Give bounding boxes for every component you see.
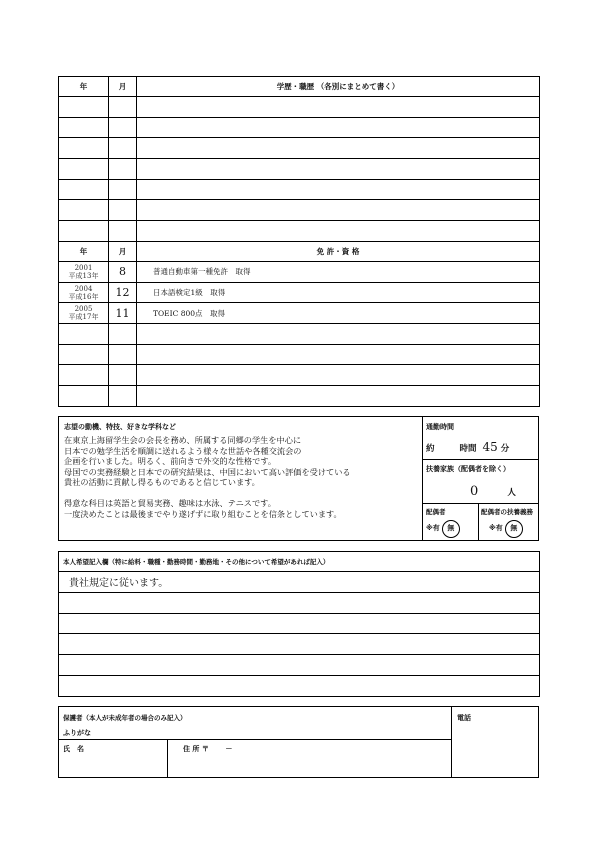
wishes-line: 貴社規定に従います。 [59,572,540,593]
motivation-line: 在東京上海留学生会の会長を務め、所属する同郷の学生を中心に [64,435,302,445]
row-year [59,138,109,159]
table-row [59,613,540,634]
table-row [59,97,540,118]
wishes-line [59,675,540,696]
row-text [137,200,540,221]
row-month: 12 [109,282,137,303]
row-text: TOEIC 800点 取得 [137,303,540,324]
guardian-furigana-label: ふりがな [63,729,91,737]
row-text: 普通自動車第一種免許 取得 [137,262,540,283]
row-month [109,386,137,407]
history-title-header: 学歴・職歴 （各別にまとめて書く） [137,77,540,97]
wishes-label: 本人希望記入欄（特に給料・職種・勤務時間・勤務地・その他について希望があれば記入） [59,552,540,572]
motivation-section [58,416,539,541]
table-row [59,634,540,655]
motivation-line: 日本での勉学生活を順調に送れるよう様々な世話や各種交流会の [64,445,302,456]
wishes-line [59,592,540,613]
wishes-line [59,613,540,634]
row-month [109,344,137,365]
row-text: 日本語検定1級 取得 [137,282,540,303]
dependents-label: 扶養家族（配偶者を除く） [426,465,510,473]
row-text [137,159,540,180]
guardian-phone-label: 電話 [457,714,471,722]
wishes-line [59,655,540,676]
commute-label: 通勤時間 [426,423,454,431]
row-month [109,159,137,180]
table-row [59,324,540,345]
row-year [59,200,109,221]
row-month [109,221,137,242]
row-year [59,344,109,365]
table-row [59,138,540,159]
license-title-header: 免 許・資 格 [137,242,540,262]
row-year [59,221,109,242]
row-year [59,282,109,303]
guardian-col-divider [167,739,168,777]
guardian-row-divider [59,739,452,740]
table-row [59,592,540,613]
row-text [137,365,540,386]
row-month: 8 [109,262,137,283]
row-text [137,179,540,200]
spouse-support-yes-note: ※有 [489,524,503,532]
license-month-header: 月 [109,242,137,262]
spouse-support-label: 配偶者の扶養義務 [481,508,533,516]
guardian-address-dash: － [225,745,233,753]
table-row [59,221,540,242]
row-month [109,324,137,345]
commute-minutes: 45 [482,440,498,454]
guardian-name-label: 氏 名 [63,745,84,753]
row-year [59,365,109,386]
row-year-line2: 平成16年 [68,292,99,301]
spouse-box [423,504,479,540]
motivation-text [64,435,418,519]
guardian-info [59,707,452,777]
commute-prefix: 約 [426,444,435,454]
row-text [137,138,540,159]
table-row [59,365,540,386]
spouse-support-box [479,504,538,540]
commute-minutes-unit: 分 [500,444,510,454]
row-year [59,97,109,118]
row-text [137,97,540,118]
row-year-line2: 平成13年 [68,271,99,280]
row-year [59,179,109,200]
row-year-line1: 2001 [74,263,93,272]
row-year [59,117,109,138]
commute-hours-unit: 時間 [459,444,477,454]
motivation-box [59,417,423,540]
history-rows [59,97,540,242]
guardian-section [58,706,539,778]
motivation-line [64,488,418,499]
wishes-rows [59,572,540,697]
table-row [59,262,540,283]
spouse-support-no-circle: 無 [505,520,523,538]
row-text [137,117,540,138]
table-row [59,675,540,696]
wishes-table [58,551,540,697]
motivation-line: 母国での実務経験と日本での研究結果は、中国において高い評価を受けている [64,466,351,477]
table-row [59,572,540,593]
table-row [59,159,540,180]
guardian-label: 保護者（本人が未成年者の場合のみ記入） [63,714,187,722]
row-text [137,344,540,365]
motivation-line: 貴社の活動に貢献し得るものであると信じています。 [64,477,260,487]
history-table [58,76,540,242]
row-text [137,386,540,407]
row-month [109,365,137,386]
row-year [59,303,109,324]
row-year-line1: 2005 [74,305,93,314]
spouse-label: 配偶者 [426,508,446,516]
table-row [59,655,540,676]
table-row [59,282,540,303]
spouse-no-circle: 無 [442,520,460,538]
row-month [109,138,137,159]
motivation-line: 一度決めたことは最後までやり遂げずに取り組むことを信条としています。 [64,508,342,519]
row-year-line1: 2004 [74,284,93,293]
row-year [59,159,109,180]
row-year-line2: 平成17年 [68,313,99,322]
motivation-line: 得意な科目は英語と貿易実務、趣味は水泳、テニスです。 [64,498,276,508]
row-year [59,262,109,283]
row-month: 11 [109,303,137,324]
row-year [59,386,109,407]
row-year [59,324,109,345]
commute-box [423,417,538,460]
license-year-header: 年 [59,242,109,262]
table-row [59,117,540,138]
row-month [109,200,137,221]
table-row [59,386,540,407]
dependents-box [423,460,538,504]
history-month-header: 月 [109,77,137,97]
table-row [59,344,540,365]
history-year-header: 年 [59,77,109,97]
guardian-address-label: 住 所 〒 [183,745,209,753]
row-text [137,324,540,345]
table-row [59,200,540,221]
spouse-yes-note: ※有 [426,524,440,532]
row-month [109,97,137,118]
row-month [109,179,137,200]
motivation-line: 企画を行いました。明るく、前向きで外交的な性格です。 [64,456,277,466]
row-text [137,221,540,242]
wishes-line [59,634,540,655]
license-rows [59,262,540,407]
motivation-label: 志望の動機、特技、好きな学科など [64,423,176,431]
table-row [59,179,540,200]
dependents-unit: 人 [507,488,516,498]
license-table [58,241,540,407]
dependents-count: 0 [470,484,479,499]
row-month [109,117,137,138]
table-row [59,303,540,324]
